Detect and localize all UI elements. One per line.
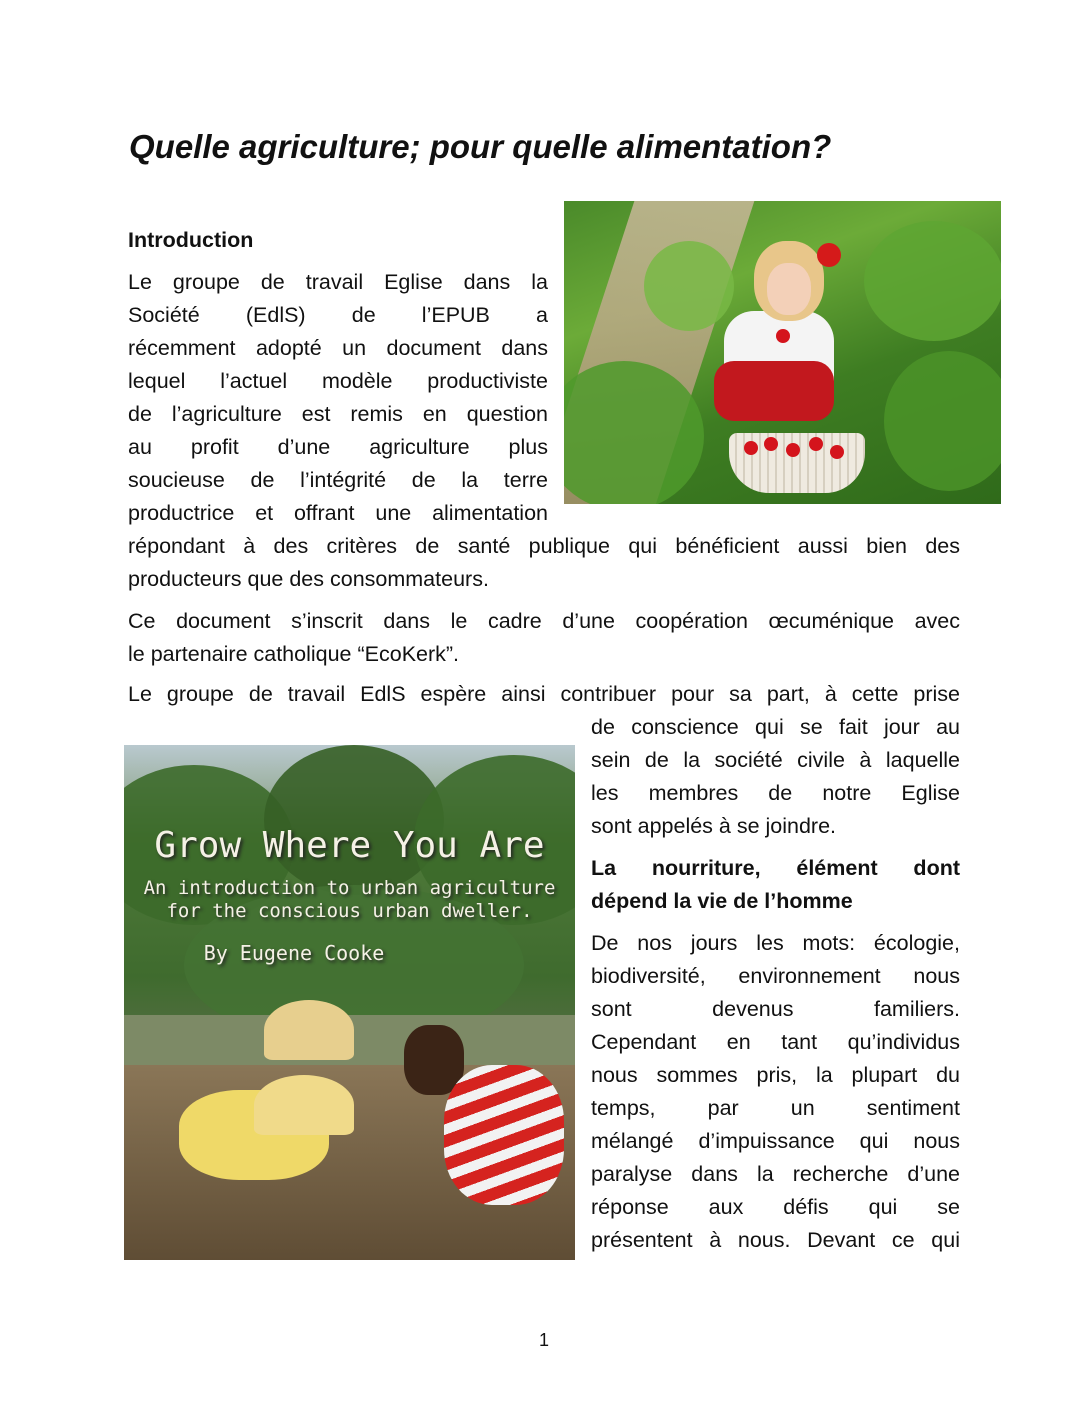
section-body-nourriture xyxy=(591,927,960,1257)
text-line: sein de la société civile à laquelle xyxy=(591,748,960,772)
text-line: réponse aux défis qui se xyxy=(591,1195,960,1219)
text-line: de l’agriculture est remis en question xyxy=(128,402,548,426)
text-line: soucieuse de l’intégrité de la terre xyxy=(128,468,548,492)
text-line: le partenaire catholique “EcoKerk”. xyxy=(128,642,460,666)
text-line: les membres de notre Eglise xyxy=(591,781,960,805)
ecokerk-paragraph xyxy=(128,605,960,671)
text-line: paralyse dans la recherche d’une xyxy=(591,1162,960,1186)
text-line: Ce document s’inscrit dans le cadre d’une coopération œcuménique avec xyxy=(128,609,960,633)
text-line: nous sommes pris, la plupart du xyxy=(591,1063,960,1087)
page-number: 1 xyxy=(538,1330,549,1350)
strawberry-field-photo xyxy=(564,201,1001,504)
text-line: lequel l’actuel modèle productiviste xyxy=(128,369,548,393)
text-line: présentent à nous. Devant ce qui xyxy=(591,1228,960,1252)
text-line: répondant à des critères de santé publique qui bénéficient aussi bien des xyxy=(128,534,960,558)
book-cover-image xyxy=(124,745,575,1260)
intro-paragraph-wide xyxy=(128,530,960,596)
text-line: récemment adopté un document dans xyxy=(128,336,548,360)
section-heading-nourriture xyxy=(591,852,960,918)
cover-subtitle-1: An introduction to urban agriculture xyxy=(143,877,556,899)
edls-paragraph-first-line: Le groupe de travail EdlS espère ainsi contribuer pour sa part, à cette prise xyxy=(128,682,960,706)
text-line: temps, par un sentiment xyxy=(591,1096,960,1120)
text-line: Société (EdlS) de l’EPUB a xyxy=(128,303,548,327)
text-line: de conscience qui se fait jour au xyxy=(591,715,960,739)
cover-title: Grow Where You Are xyxy=(154,825,545,866)
cover-author: By Eugene Cooke xyxy=(203,941,385,965)
text-line: biodiversité, environnement nous xyxy=(591,964,960,988)
edls-paragraph-continued xyxy=(591,711,960,843)
heading-line: dépend la vie de l’homme xyxy=(591,889,853,913)
document-title: Quelle agriculture; pour quelle alimentation? xyxy=(129,128,832,165)
heading-line: La nourriture, élément dont xyxy=(591,856,960,880)
introduction-heading: Introduction xyxy=(128,228,254,252)
text-line: au profit d’une agriculture plus xyxy=(128,435,548,459)
text-line: productrice et offrant une alimentation xyxy=(128,501,548,525)
text-line: sont appelés à se joindre. xyxy=(591,814,837,838)
text-line: Cependant en tant qu’individus xyxy=(591,1030,960,1054)
text-line: sont devenus familiers. xyxy=(591,997,960,1021)
text-line: producteurs que des consommateurs. xyxy=(128,567,489,591)
cover-subtitle-2: for the conscious urban dweller. xyxy=(166,900,533,922)
text-line: mélangé d’impuissance qui nous xyxy=(591,1129,960,1153)
intro-paragraph-narrow xyxy=(128,266,548,530)
text-line: De nos jours les mots: écologie, xyxy=(591,931,960,955)
text-line: Le groupe de travail Eglise dans la xyxy=(128,270,548,294)
